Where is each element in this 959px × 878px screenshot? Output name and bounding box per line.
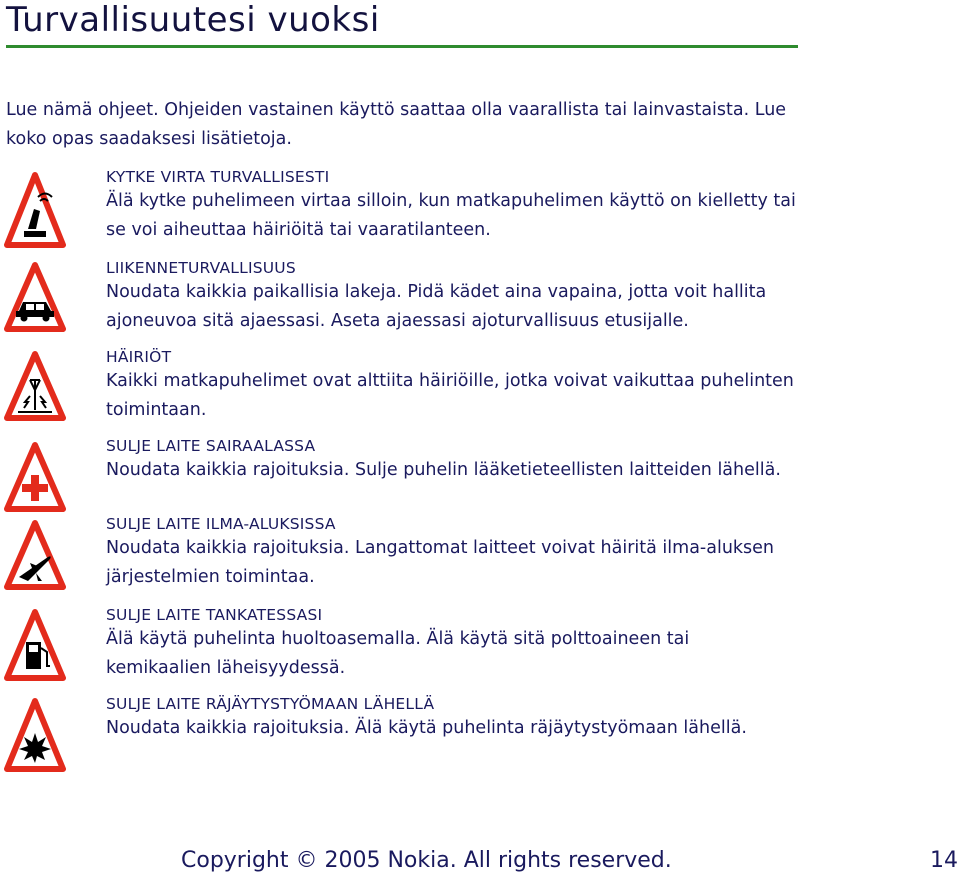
- interference-antenna-warning-icon: [4, 350, 66, 426]
- item-text: Noudata kaikkia rajoituksia. Langattomat laitteet voivat häiritä ilma-aluksen järjestelmien toimintaa.: [106, 538, 775, 587]
- item-text: Älä kytke puhelimeen virtaa silloin, kun matkapuhelimen käyttö on kielletty tai se voi aiheuttaa häiriöitä tai vaaratilanteen.: [106, 191, 796, 240]
- car-warning-icon: [4, 261, 66, 337]
- item-text: Noudata kaikkia rajoituksia. Sulje puhelin lääketieteellisten laitteiden lähellä.: [106, 460, 781, 480]
- page-title: Turvallisuutesi vuoksi: [6, 0, 380, 40]
- item-heading: SULJE LAITE SAIRAALASSA: [106, 437, 316, 455]
- intro-paragraph: Lue nämä ohjeet. Ohjeiden vastainen käyttö saattaa olla vaarallista tai lainvastaista. Lue koko opas saadaksesi lisätietoja.: [6, 100, 787, 149]
- hospital-cross-warning-icon: [4, 441, 66, 517]
- item-heading: HÄIRIÖT: [106, 348, 172, 366]
- item-heading: KYTKE VIRTA TURVALLISESTI: [106, 168, 330, 186]
- item-text: Älä käytä puhelinta huoltoasemalla. Älä käytä sitä polttoaineen tai kemikaalien läheisyydessä.: [106, 629, 690, 678]
- item-text: Kaikki matkapuhelimet ovat alttiita häiriöille, jotka voivat vaikuttaa puhelinten toimintaan.: [106, 371, 794, 420]
- page-number: 14: [930, 848, 958, 873]
- hand-phone-warning-icon: [4, 171, 66, 253]
- fuel-pump-warning-icon: [4, 608, 66, 686]
- item-heading: SULJE LAITE ILMA-ALUKSISSA: [106, 515, 336, 533]
- title-divider: [6, 45, 798, 48]
- item-heading: SULJE LAITE TANKATESSASI: [106, 606, 323, 624]
- explosion-warning-icon: [4, 697, 66, 777]
- item-text: Noudata kaikkia paikallisia lakeja. Pidä kädet aina vapaina, jotta voit hallita ajoneuvoa sitä ajaessasi. Aseta ajaessasi ajoturvallisuus etusijalle.: [106, 282, 767, 331]
- airplane-warning-icon: [4, 519, 66, 595]
- copyright-notice: Copyright © 2005 Nokia. All rights reserved.: [181, 848, 672, 873]
- item-text: Noudata kaikkia rajoituksia. Älä käytä puhelinta räjäytystyömaan lähellä.: [106, 718, 747, 738]
- item-heading: SULJE LAITE RÄJÄYTYSTYÖMAAN LÄHELLÄ: [106, 695, 435, 713]
- item-heading: LIIKENNETURVALLISUUS: [106, 259, 296, 277]
